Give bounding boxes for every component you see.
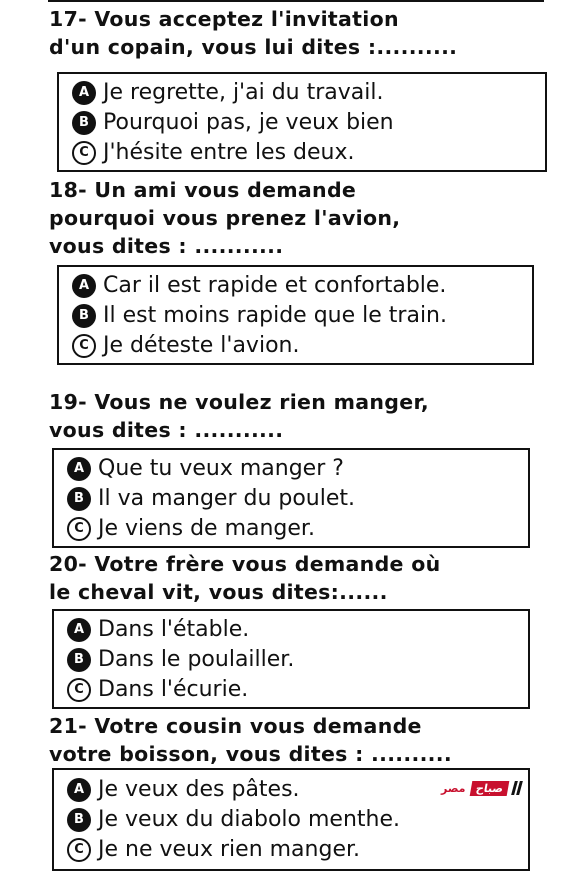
option-text: Car il est rapide et confortable. <box>103 273 447 298</box>
question-line: vous dites : ........... <box>49 234 284 258</box>
question-line: le cheval vit, vous dites:...... <box>49 580 388 604</box>
option-b[interactable] <box>72 301 532 331</box>
question-line: 19- Vous ne voulez rien manger, <box>49 390 429 414</box>
option-a-icon: A <box>67 778 91 802</box>
option-text: Dans l'écurie. <box>98 677 249 702</box>
question-17-options <box>57 72 547 172</box>
option-text: Pourquoi pas, je veux bien <box>103 110 394 135</box>
question-20-text <box>49 550 440 606</box>
option-text: Que tu veux manger ? <box>98 456 344 481</box>
option-c[interactable] <box>67 675 528 705</box>
question-17-text <box>49 5 457 61</box>
option-a[interactable] <box>67 454 528 484</box>
option-b[interactable] <box>67 484 528 514</box>
option-c-icon: C <box>67 678 91 702</box>
option-c[interactable] <box>72 331 532 361</box>
watermark-text-right: صباح <box>469 781 509 796</box>
option-b-icon: B <box>72 111 96 135</box>
question-18-text <box>49 176 400 260</box>
option-a-icon: A <box>72 274 96 298</box>
question-line: 21- Votre cousin vous demande <box>49 714 422 738</box>
option-text: Je ne veux rien manger. <box>98 837 361 862</box>
question-19-options <box>52 448 530 548</box>
watermark-stripes-icon <box>513 781 521 795</box>
question-line: 17- Vous acceptez l'invitation <box>49 7 399 31</box>
option-text: Il est moins rapide que le train. <box>103 303 447 328</box>
option-text: J'hésite entre les deux. <box>103 140 355 165</box>
question-line: vous dites : ........... <box>49 418 284 442</box>
option-text: Je viens de manger. <box>98 516 315 541</box>
option-text: Il va manger du poulet. <box>98 486 356 511</box>
option-text: Je déteste l'avion. <box>103 333 300 358</box>
option-c[interactable] <box>67 835 528 865</box>
option-c-icon: C <box>67 517 91 541</box>
option-a-icon: A <box>72 81 96 105</box>
option-a[interactable] <box>72 271 532 301</box>
option-b-icon: B <box>67 487 91 511</box>
option-b-icon: B <box>67 808 91 832</box>
option-text: Dans l'étable. <box>98 617 250 642</box>
option-c[interactable] <box>72 138 545 168</box>
question-line: 18- Un ami vous demande <box>49 178 357 202</box>
previous-question-box-edge <box>48 0 544 2</box>
option-text: Je veux des pâtes. <box>98 777 300 802</box>
option-text: Je veux du diabolo menthe. <box>98 807 400 832</box>
question-line: 20- Votre frère vous demande où <box>49 552 441 576</box>
option-c-icon: C <box>72 141 96 165</box>
option-a[interactable] <box>72 78 545 108</box>
question-19-text <box>49 388 429 444</box>
question-21-text <box>49 712 452 768</box>
option-c-icon: C <box>72 334 96 358</box>
question-line: d'un copain, vous lui dites :.......... <box>49 35 458 59</box>
watermark-text-left: مصر <box>441 781 466 795</box>
option-b[interactable] <box>67 645 528 675</box>
question-line: pourquoi vous prenez l'avion, <box>49 206 401 230</box>
option-b[interactable] <box>67 805 528 835</box>
question-18-options <box>57 265 534 365</box>
option-b-icon: B <box>72 304 96 328</box>
option-a-icon: A <box>67 457 91 481</box>
option-b[interactable] <box>72 108 545 138</box>
option-a-icon: A <box>67 618 91 642</box>
option-text: Dans le poulailler. <box>98 647 295 672</box>
watermark-logo <box>441 780 535 796</box>
option-a[interactable] <box>67 615 528 645</box>
option-text: Je regrette, j'ai du travail. <box>103 80 384 105</box>
option-b-icon: B <box>67 648 91 672</box>
question-20-options <box>52 609 530 709</box>
option-c-icon: C <box>67 838 91 862</box>
question-line: votre boisson, vous dites : .......... <box>49 742 452 766</box>
option-c[interactable] <box>67 514 528 544</box>
